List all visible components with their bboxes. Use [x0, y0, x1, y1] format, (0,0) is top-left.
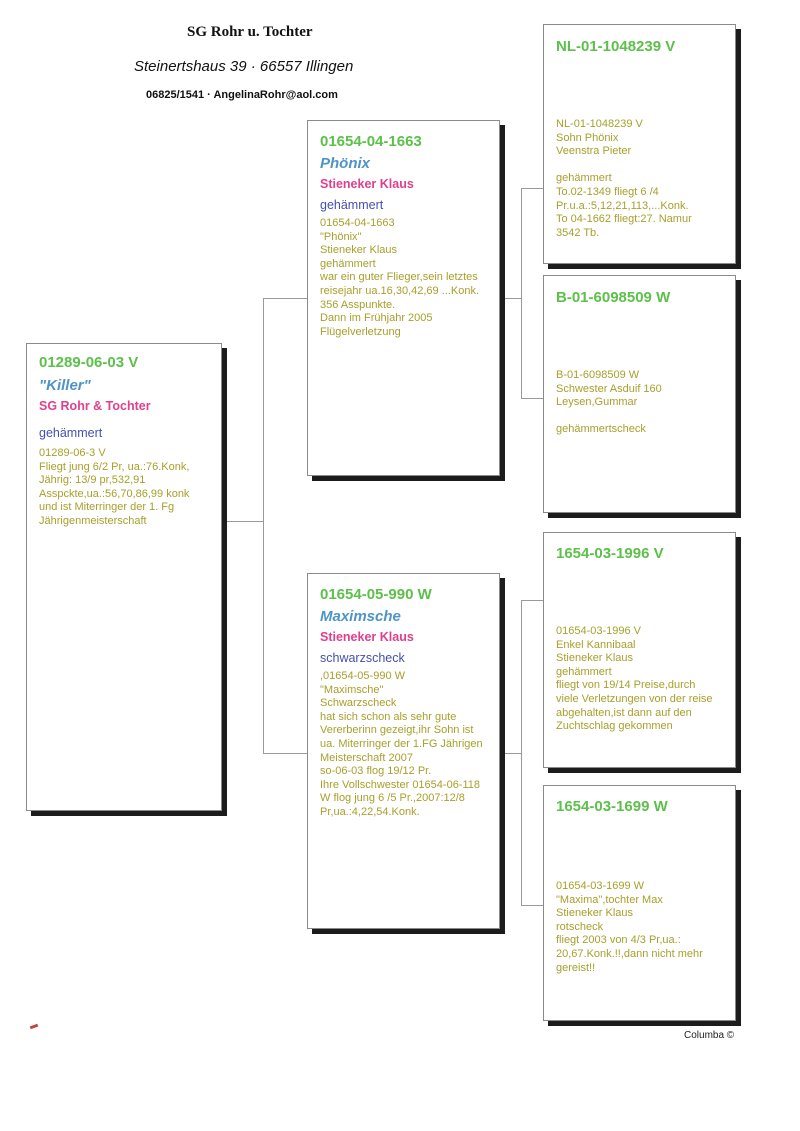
connector-to-mf — [521, 600, 543, 601]
red-mark — [30, 1024, 39, 1030]
mm-card — [543, 785, 736, 1021]
ring-number: 01654-05-990 W — [320, 586, 432, 603]
connector-main-trunk — [222, 521, 264, 522]
ring-number: NL-01-1048239 V — [556, 38, 676, 55]
ring-number: 1654-03-1699 W — [556, 798, 668, 815]
connector-main-vertical — [263, 298, 264, 753]
pedigree-notes: 01654-03-1996 V Enkel Kannibaal Stieneker Klaus gehämmert fliegt von 19/14 Preise,durch viele Verletzungen von der reise abgehalten,ist dann auf den Zuchtschlag gekommen — [556, 625, 713, 733]
connector-father-trunk — [500, 298, 522, 299]
ring-number: 01289-06-03 V — [39, 354, 139, 371]
pedigree-notes: 01654-04-1663 "Phönix" Stieneker Klaus gehämmert war ein guter Flieger,sein letztes reisejahr ua.16,30,42,69 ...Konk. 356 Asspunkte. Dann im Frühjahr 2005 Flügelverletzung — [320, 217, 479, 338]
pedigree-notes: NL-01-1048239 V Sohn Phönix Veenstra Pieter gehämmert To.02-1349 fliegt 6 /4 Pr.u.a.:5,12,21,113,...Konk. To 04-1662 fliegt:27. Namur 3542 Tb. — [556, 118, 692, 239]
breeder: SG Rohr & Tochter — [39, 399, 151, 413]
ring-number: B-01-6098509 W — [556, 289, 671, 306]
connector-father-vertical — [521, 188, 522, 398]
connector-to-mm — [521, 905, 543, 906]
copyright-footer: Columba © — [684, 1030, 735, 1041]
pedigree-notes: B-01-6098509 W Schwester Asduif 160 Leysen,Gummar gehämmertscheck — [556, 369, 662, 436]
connector-to-mother — [263, 753, 307, 754]
ff-card — [543, 24, 736, 264]
ring-number: 01654-04-1663 — [320, 133, 422, 150]
loft-address: Steinertshaus 39 · 66557 Illingen — [134, 58, 354, 75]
ring-number: 1654-03-1996 V — [556, 545, 664, 562]
breeder: Stieneker Klaus — [320, 177, 414, 191]
main-pigeon-card — [26, 343, 222, 811]
mother-card — [307, 573, 500, 929]
pedigree-notes: ,01654-05-990 W "Maximsche" Schwarzscheck hat sich schon als sehr gute Vererberinn gezeigt,ihr Sohn ist ua. Miterringer der 1.FG Jährigen Meisterschaft 2007 so-06-03 flog 19/12 Pr. Ihre Vollschwester 01654-06-118 W flog jung 6 /5 Pr.,2007:12/8 Pr,ua.:4,22,54.Konk. — [320, 670, 483, 818]
father-card — [307, 120, 500, 476]
mf-card — [543, 532, 736, 768]
loft-contact: 06825/1541 · AngelinaRohr@aol.com — [146, 89, 338, 101]
loft-name: SG Rohr u. Tochter — [187, 24, 313, 40]
breeder: Stieneker Klaus — [320, 630, 414, 644]
pigeon-name: "Killer" — [39, 377, 91, 394]
pedigree-notes: 01654-03-1699 W "Maxima",tochter Max Stieneker Klaus rotscheck fliegt 2003 von 4/3 Pr,ua.: 20,67.Konk.!!,dann nicht mehr gereist!! — [556, 880, 703, 974]
pigeon-color: gehämmert — [320, 198, 384, 212]
fm-card — [543, 275, 736, 513]
pigeon-color: schwarzscheck — [320, 651, 405, 665]
pigeon-name: Maximsche — [320, 608, 401, 625]
connector-mother-trunk — [500, 753, 522, 754]
connector-to-fm — [521, 398, 543, 399]
pigeon-color: gehämmert — [39, 426, 103, 440]
connector-mother-vertical — [521, 600, 522, 905]
pigeon-name: Phönix — [320, 155, 371, 172]
connector-to-ff — [521, 188, 543, 189]
connector-to-father — [263, 298, 307, 299]
pedigree-notes: 01289-06-3 V Fliegt jung 6/2 Pr, ua.:76.Konk, Jährig: 13/9 pr,532,91 Asspckte,ua.:56,70,86,99 konk und ist Miterringer der 1. Fg Jährigenmeisterschaft — [39, 447, 190, 527]
